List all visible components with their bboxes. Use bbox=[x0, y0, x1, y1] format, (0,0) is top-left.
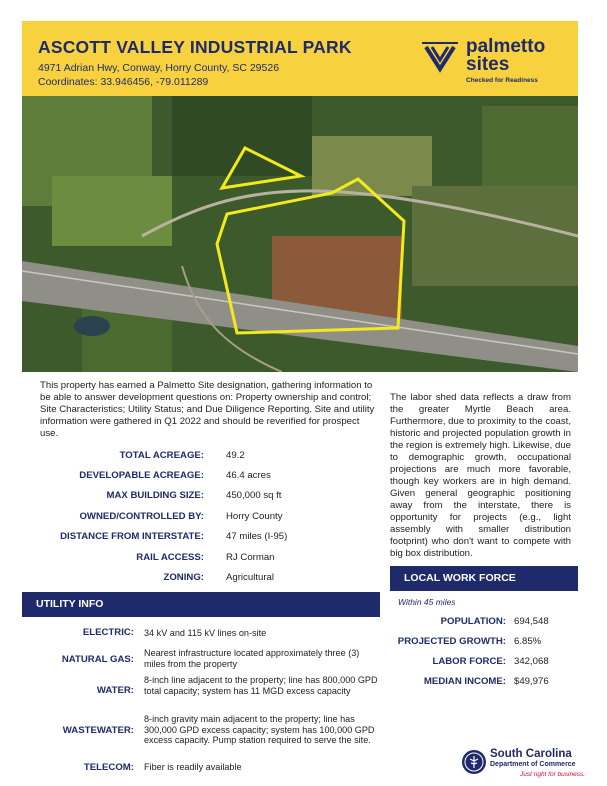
utility-value: 8-inch line adjacent to the property; line has 800,000 GPD total capacity; system has 11 MGD excess capacity bbox=[144, 675, 378, 696]
logo-word-sites: sites bbox=[466, 54, 510, 75]
utility-info-header bbox=[22, 592, 380, 617]
sc-logo-line1: South Carolina bbox=[490, 748, 572, 760]
utility-label: TELECOM: bbox=[83, 762, 134, 773]
fact-value: RJ Corman bbox=[226, 552, 275, 563]
fact-row-owned-controlled-by bbox=[30, 511, 380, 527]
work-force-value: $49,976 bbox=[514, 676, 549, 687]
fact-row-zoning bbox=[30, 572, 380, 588]
site-address-block bbox=[38, 61, 279, 89]
aerial-site-photo bbox=[22, 96, 578, 372]
page-title: ASCOTT VALLEY INDUSTRIAL PARK bbox=[38, 37, 352, 57]
fact-value: Agricultural bbox=[226, 572, 274, 583]
work-force-row-projected-growth bbox=[390, 636, 578, 652]
fact-label: DISTANCE FROM INTERSTATE: bbox=[60, 531, 204, 542]
utility-label: WATER: bbox=[96, 685, 134, 696]
logo-tagline: Checked for Readiness bbox=[466, 77, 538, 84]
sc-commerce-logo bbox=[462, 748, 586, 782]
site-address: 4971 Adrian Hwy, Conway, Horry County, SC 29526 bbox=[38, 62, 280, 74]
work-force-row-median-income bbox=[390, 676, 578, 692]
sc-logo-line2: Department of Commerce bbox=[490, 761, 576, 768]
palmetto-sites-logo bbox=[420, 33, 570, 89]
fact-row-distance-from-interstate bbox=[30, 531, 380, 547]
work-force-value: 342,068 bbox=[514, 656, 549, 667]
work-force-label: PROJECTED GROWTH: bbox=[397, 636, 506, 647]
utility-label: NATURAL GAS: bbox=[61, 654, 134, 665]
site-coordinates: Coordinates: 33.946456, -79.011289 bbox=[38, 76, 209, 88]
fact-value: 450,000 sq ft bbox=[226, 490, 282, 501]
fact-row-rail-access bbox=[30, 552, 380, 568]
fact-value: 47 miles (I-95) bbox=[226, 531, 288, 542]
utility-value: Fiber is readily available bbox=[144, 762, 242, 772]
fact-label: TOTAL ACREAGE: bbox=[119, 450, 204, 461]
fact-label: DEVELOPABLE ACREAGE: bbox=[79, 470, 204, 481]
fact-value: 49.2 bbox=[226, 450, 245, 461]
utility-value: Nearest infrastructure located approximately three (3) miles from the property bbox=[144, 648, 360, 669]
work-force-row-population bbox=[390, 616, 578, 632]
work-force-label: LABOR FORCE: bbox=[432, 656, 506, 667]
logo-word-palmetto: palmetto bbox=[466, 36, 546, 57]
work-force-label: POPULATION: bbox=[440, 616, 506, 627]
work-force-value: 694,548 bbox=[514, 616, 549, 627]
fact-row-max-building-size bbox=[30, 490, 380, 506]
fact-label: OWNED/CONTROLLED BY: bbox=[79, 511, 204, 522]
local-work-force-heading: LOCAL WORK FORCE bbox=[404, 572, 516, 584]
utility-value: 8-inch gravity main adjacent to the property; line has 300,000 GPD excess capacity; system has 100,000 GPD excess capacity. Pump station required to serve the site. bbox=[144, 714, 375, 745]
work-force-subtitle: Within 45 miles bbox=[398, 597, 456, 607]
utility-label: ELECTRIC: bbox=[82, 627, 134, 638]
work-force-label: MEDIAN INCOME: bbox=[423, 676, 506, 687]
fact-value: Horry County bbox=[226, 511, 283, 522]
work-force-row-labor-force bbox=[390, 656, 578, 672]
palmetto-seal-icon bbox=[462, 750, 486, 774]
intro-paragraph: This property has earned a Palmetto Site designation, gathering information to be able to answer development questions on: Property ownership and control; Site Characteristics; Utility Status; and Due Diligence Reporting. Site and utility information were gathered in Q1 2022 and should be reverified for prospect use. bbox=[40, 380, 375, 439]
fact-value: 46.4 acres bbox=[226, 470, 271, 481]
header-banner bbox=[22, 21, 578, 96]
utility-info-heading: UTILITY INFO bbox=[36, 598, 104, 610]
labor-shed-paragraph: The labor shed data reflects a draw from the greater Myrtle Beach area. Furthermore, due to proximity to the coast, historic and projected population growth in the region is extremely high. Likewise, due to demographic growth, occupational projections are much more favorable, though key workers are in high demand. Given general geographic positioning away from the interstate, there is opportunity for projects (e.g., light assembly with smaller distribution footprint) who don't want to compete with big box distribution. bbox=[390, 392, 571, 559]
utility-value: 34 kV and 115 kV lines on-site bbox=[144, 628, 267, 638]
fact-row-total-acreage bbox=[30, 450, 380, 466]
work-force-value: 6.85% bbox=[514, 636, 542, 647]
local-work-force-header bbox=[390, 566, 578, 591]
sc-logo-tagline: Just right for business. bbox=[520, 771, 586, 778]
fact-label: MAX BUILDING SIZE: bbox=[106, 490, 204, 501]
fact-row-developable-acreage bbox=[30, 470, 380, 486]
fact-label: ZONING: bbox=[163, 572, 204, 583]
utility-label: WASTEWATER: bbox=[62, 725, 134, 736]
fact-label: RAIL ACCESS: bbox=[136, 552, 204, 563]
checkmark-diamond-icon bbox=[420, 41, 460, 75]
